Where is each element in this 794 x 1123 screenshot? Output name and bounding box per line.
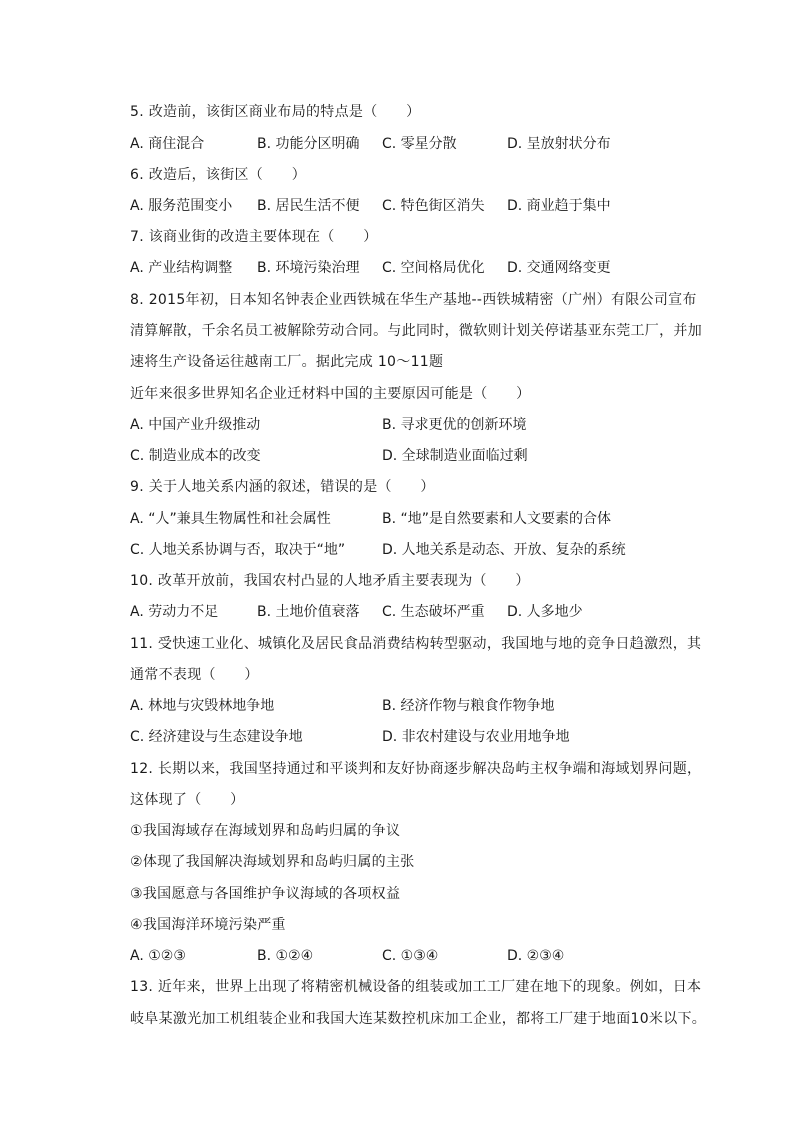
question-7-option-a: A. 产业结构调整 bbox=[130, 260, 233, 276]
question-9-option-d: D. 人地关系是动态、开放、复杂的系统 bbox=[382, 542, 626, 558]
question-11-stem-line-2: 通常不表现（ ） bbox=[130, 667, 259, 683]
question-10-option-a: A. 劳动力不足 bbox=[130, 604, 219, 620]
question-6-option-d: D. 商业趋于集中 bbox=[507, 198, 611, 214]
question-10-option-d: D. 人多地少 bbox=[507, 604, 583, 620]
question-8-stem-line-3: 速将生产设备运往越南工厂。据此完成 10～11题 bbox=[130, 354, 444, 370]
question-5-stem: 5. 改造前，该街区商业布局的特点是（ ） bbox=[130, 104, 421, 120]
question-8-stem-line-2: 清算解散，千余名员工被解除劳动合同。与此同时，微软则计划关停诺基亚东莞工厂，并加 bbox=[130, 323, 702, 339]
question-12-statement-1: ①我国海域存在海域划界和岛屿归属的争议 bbox=[130, 823, 401, 839]
question-5-option-c: C. 零星分散 bbox=[382, 136, 457, 152]
question-11-option-b: B. 经济作物与粮食作物争地 bbox=[382, 698, 555, 714]
question-6-option-b: B. 居民生活不便 bbox=[257, 198, 360, 214]
question-12-statement-4: ④我国海洋环境污染严重 bbox=[130, 917, 286, 933]
question-13-stem-line-1: 13. 近年来，世界上出现了将精密机械设备的组装或加工工厂建在地下的现象。例如，日本 bbox=[130, 979, 702, 995]
question-11-option-c: C. 经济建设与生态建设争地 bbox=[130, 729, 303, 745]
question-11-option-d: D. 非农村建设与农业用地争地 bbox=[382, 729, 570, 745]
question-6-option-a: A. 服务范围变小 bbox=[130, 198, 233, 214]
question-11-stem-line-1: 11. 受快速工业化、城镇化及居民食品消费结构转型驱动，我国地与地的竞争日趋激烈，其 bbox=[130, 636, 702, 652]
question-7-option-b: B. 环境污染治理 bbox=[257, 260, 360, 276]
question-7-option-d: D. 交通网络变更 bbox=[507, 260, 611, 276]
question-13-stem-line-2: 岐阜某激光加工机组装企业和我国大连某数控机床加工企业，都将工厂建于地面10米以下。 bbox=[130, 1011, 707, 1027]
question-5-option-b: B. 功能分区明确 bbox=[257, 136, 360, 152]
question-8-option-d: D. 全球制造业面临过剩 bbox=[382, 448, 528, 464]
question-11-option-a: A. 林地与灾毁林地争地 bbox=[130, 698, 275, 714]
question-12-stem-line-1: 12. 长期以来，我国坚持通过和平谈判和友好协商逐步解决岛屿主权争端和海域划界问题， bbox=[130, 761, 702, 777]
question-12-option-b: B. ①②④ bbox=[257, 948, 314, 964]
question-9-option-a: A. “人”兼具生物属性和社会属性 bbox=[130, 511, 331, 527]
question-6-option-c: C. 特色街区消失 bbox=[382, 198, 485, 214]
question-9-option-b: B. “地”是自然要素和人文要素的合体 bbox=[382, 511, 612, 527]
question-5-option-d: D. 呈放射状分布 bbox=[507, 136, 611, 152]
question-8-option-b: B. 寻求更优的创新环境 bbox=[382, 417, 527, 433]
question-10-stem: 10. 改革开放前，我国农村凸显的人地矛盾主要表现为（ ） bbox=[130, 573, 530, 589]
question-10-option-b: B. 土地价值衰落 bbox=[257, 604, 360, 620]
question-7-stem: 7. 该商业街的改造主要体现在（ ） bbox=[130, 229, 378, 245]
question-12-stem-line-2: 这体现了（ ） bbox=[130, 792, 245, 808]
question-6-stem: 6. 改造后，该街区（ ） bbox=[130, 167, 307, 183]
question-7-option-c: C. 空间格局优化 bbox=[382, 260, 485, 276]
question-12-option-d: D. ②③④ bbox=[507, 948, 565, 964]
question-8-stem-line-4: 近年来很多世界知名企业迁材料中国的主要原因可能是（ ） bbox=[130, 386, 531, 402]
question-12-option-c: C. ①③④ bbox=[382, 948, 439, 964]
question-12-statement-3: ③我国愿意与各国维护争议海域的各项权益 bbox=[130, 886, 401, 902]
question-8-stem-line-1: 8. 2015年初，日本知名钟表企业西铁城在华生产基地--西铁城精密（广州）有限公司宣布 bbox=[130, 292, 697, 308]
question-10-option-c: C. 生态破坏严重 bbox=[382, 604, 485, 620]
question-8-option-a: A. 中国产业升级推动 bbox=[130, 417, 261, 433]
question-5-option-a: A. 商住混合 bbox=[130, 136, 205, 152]
question-9-stem: 9. 关于人地关系内涵的叙述，错误的是（ ） bbox=[130, 479, 435, 495]
question-8-option-c: C. 制造业成本的改变 bbox=[130, 448, 261, 464]
question-12-option-a: A. ①②③ bbox=[130, 948, 186, 964]
question-12-statement-2: ②体现了我国解决海域划界和岛屿归属的主张 bbox=[130, 854, 415, 870]
question-9-option-c: C. 人地关系协调与否，取决于“地” bbox=[130, 542, 346, 558]
